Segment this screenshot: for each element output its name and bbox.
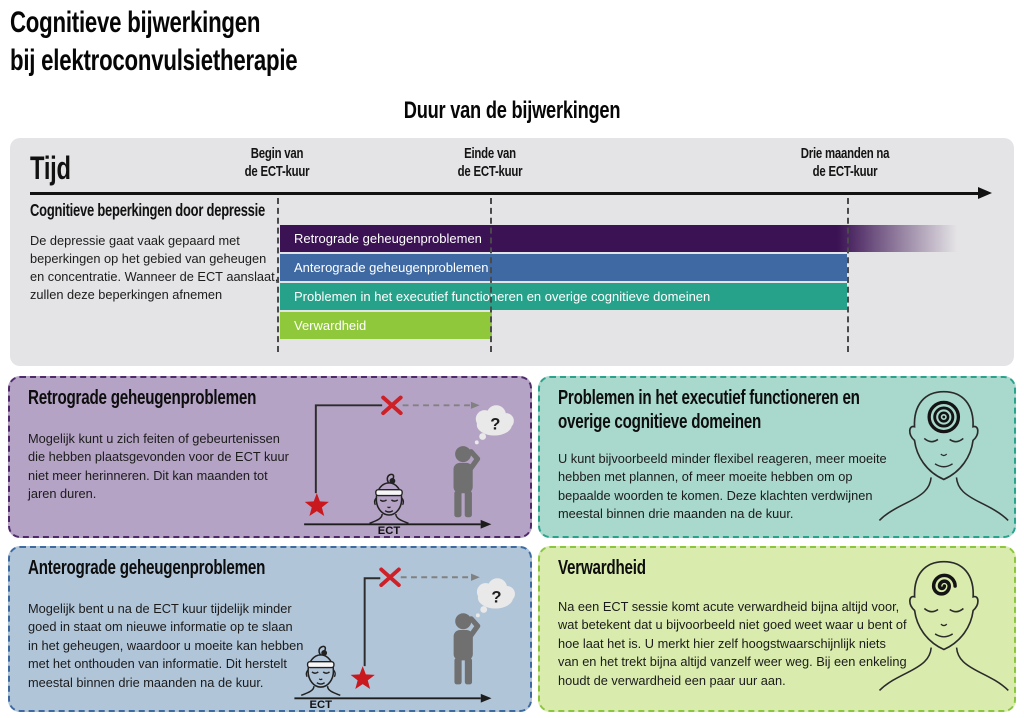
dashed-line-einde (490, 198, 492, 352)
time-axis (30, 192, 980, 195)
card-executief-body: U kunt bijvoorbeeld minder flexibel reageren, meer moeite hebben met plannen, of meer moeite hebben om op bepaalde woorden te komen. Deze klachten verdwijnen meestal binnen drie maanden na de kuur. (558, 451, 887, 522)
card-retrograde-title: Retrograde geheugenproblemen (28, 386, 257, 409)
bar-retrograde-label: Retrograde geheugenproblemen (294, 231, 482, 246)
page-title (10, 4, 398, 80)
recall-line (316, 405, 382, 493)
card-anterograde-title: Anterograde geheugenproblemen (28, 556, 266, 579)
red-cross-icon (383, 398, 401, 414)
recall-line (365, 578, 381, 666)
marker-einde-ect: Einde van de ECT-kuur (457, 145, 523, 180)
person-figure (454, 613, 478, 684)
star-icon (305, 493, 329, 516)
depression-heading: Cognitieve beperkingen door depressie (30, 200, 266, 220)
bar-verwardheid-label: Verwardheid (294, 318, 367, 333)
page-title-line2: bij elektroconvulsietherapie (10, 44, 298, 77)
scene-axis-arrow-icon (481, 694, 492, 703)
bar-executief-label: Problemen in het executief functioneren en overige cognitieve domeinen (294, 289, 711, 304)
card-anterograde (8, 546, 532, 712)
star-icon (351, 666, 375, 689)
question-mark: ? (490, 414, 501, 434)
scene-axis-arrow-icon (481, 520, 492, 529)
thought-cloud-icon (476, 578, 515, 617)
bar-verwardheid (280, 312, 492, 339)
ect-axis-label: ECT (377, 525, 401, 536)
depression-text: De depressie gaat vaak gepaard met beperkingen op het gebied van geheugen en concentratie. Wanneer de ECT aanslaat, zullen deze beperkingen afnemen (30, 233, 279, 303)
ect-head-icon (301, 646, 340, 695)
bar-anterograde-label: Anterograde geheugenproblemen (294, 260, 489, 275)
red-cross-icon (381, 569, 399, 585)
card-verwardheid-title: Verwardheid (558, 556, 646, 579)
marker-begin-ect: Begin van de ECT-kuur (244, 145, 310, 180)
card-retrograde-body: Mogelijk kunt u zich feiten of gebeurtenissen die hebben plaatsgevonden voor de ECT kuur niet meer herinneren. Dit kan maanden tot jaren duren. (28, 431, 289, 502)
dashed-line-drie-maanden (847, 198, 849, 352)
ect-head-icon (369, 474, 408, 523)
ect-axis-label: ECT (309, 699, 332, 710)
bar-anterograde (280, 254, 847, 281)
card-anterograde-body: Mogelijk bent u na de ECT kuur tijdelijk minder goed in staat om nieuwe informatie op te slaan in het geheugen, waardoor u moeite kan hebben met het onthouden van informatie. Dit herstelt meestal binnen drie maanden na de kuur. (28, 601, 304, 690)
dashed-line-begin (277, 198, 279, 352)
time-axis-label: Tijd (30, 150, 71, 186)
person-figure (454, 446, 478, 517)
section-title: Duur van de bijwerkingen (403, 97, 621, 124)
dashed-arrow-head-icon (471, 574, 480, 581)
question-mark: ? (491, 587, 502, 607)
card-verwardheid-body: Na een ECT sessie komt acute verwardheid bijna altijd voor, wat betekent dat u bijvoorbeeld niet goed weet waar u bent of hoe laat het is. U merkt hier zelf hoogstwaarschijnlijk niets van en het trekt bijna altijd vanzelf weer weg. Bij een enkeling houdt de verwardheid een paar uur aan. (558, 599, 907, 688)
card-executief (538, 376, 1016, 538)
spiral-icon (934, 575, 955, 594)
dashed-arrow-head-icon (471, 402, 480, 409)
thought-cloud-icon (475, 405, 514, 444)
time-axis-arrow-icon (978, 187, 992, 199)
marker-drie-maanden: Drie maanden na de ECT-kuur (800, 145, 890, 180)
card-retrograde (8, 376, 532, 538)
timeline-panel (10, 138, 1014, 366)
card-verwardheid (538, 546, 1016, 712)
bar-executief (280, 283, 847, 310)
page-title-line1: Cognitieve bijwerkingen (10, 6, 261, 39)
bar-retrograde (280, 225, 985, 252)
card-executief-title: Problemen in het executief functioneren en overige cognitieve domeinen (558, 386, 860, 433)
